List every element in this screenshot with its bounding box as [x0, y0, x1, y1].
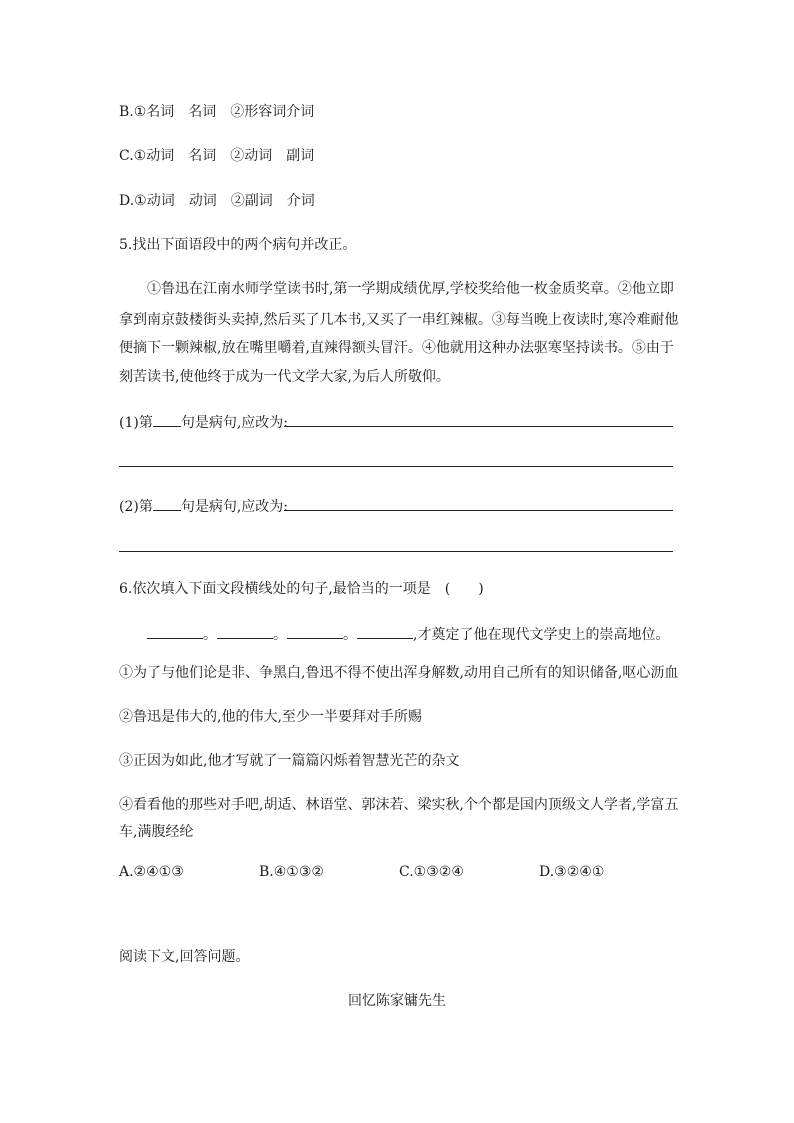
q5-item-2 — [119, 495, 288, 517]
q5-item-2-answer-line-2[interactable] — [119, 551, 673, 552]
q6-title: 6.依次填入下面文段横线处的句子,最恰当的一项是 ( ) — [119, 581, 484, 597]
q5-item-2-answer-line[interactable] — [284, 510, 673, 511]
q5-item-1 — [119, 411, 288, 433]
q6-tail: ,才奠定了他在现代文学史上的崇高地位。 — [413, 627, 670, 643]
q6-blank-4[interactable] — [357, 623, 413, 639]
q6-sentence-3: ③正因为如此,他才写就了一篇篇闪烁着智慧光芒的杂文 — [119, 753, 460, 769]
article-title: 回忆陈家镛先生 — [348, 993, 446, 1009]
q6-sep-1: 。 — [203, 627, 217, 643]
q4-option-b: B.①名词 名词 ②形容词介词 — [119, 104, 315, 120]
q4-option-d: D.①动词 动词 ②副词 介词 — [119, 193, 315, 209]
q5-item-2-prefix: (2)第 — [119, 499, 153, 515]
q6-sentence-4-cont: 车,满腹经纶 — [119, 824, 194, 840]
q6-fill-line — [147, 623, 669, 645]
q5-passage-line: 拿到南京鼓楼街头卖掉,然后买了几本书,又买了一串红辣椒。③每当晚上夜读时,寒冷难耐他 — [119, 312, 679, 328]
q6-sentence-4: ④看看他的那些对手吧,胡适、林语堂、郭沫若、梁实秋,个个都是国内顶级文人学者,学富五 — [119, 797, 679, 813]
q5-item-1-mid: 句是病句,应改为: — [180, 415, 289, 431]
q6-option-b[interactable]: B.④①③② — [259, 864, 324, 880]
q5-item-1-answer-line[interactable] — [284, 426, 673, 427]
q5-item-1-answer-line-2[interactable] — [119, 466, 673, 467]
q5-item-1-number-blank[interactable] — [153, 411, 181, 427]
q6-option-a[interactable]: A.②④①③ — [119, 864, 184, 880]
q6-option-c[interactable]: C.①③②④ — [399, 864, 464, 880]
q6-blank-1[interactable] — [147, 623, 203, 639]
q6-sentence-1: ①为了与他们论是非、争黑白,鲁迅不得不使出浑身解数,动用自己所有的知识储备,呕心沥血 — [119, 665, 679, 681]
reading-instruction: 阅读下文,回答问题。 — [119, 949, 250, 965]
q4-option-c: C.①动词 名词 ②动词 副词 — [119, 148, 315, 164]
q5-passage-line: ①鲁迅在江南水师学堂读书时,第一学期成绩优厚,学校奖给他一枚金质奖章。②他立即 — [147, 281, 674, 297]
q6-sep-2: 。 — [273, 627, 287, 643]
q6-blank-3[interactable] — [287, 623, 343, 639]
q5-passage-line: 便摘下一颗辣椒,放在嘴里嚼着,直辣得额头冒汗。④他就用这种办法驱寒坚持读书。⑤由于 — [119, 340, 674, 356]
q5-item-1-prefix: (1)第 — [119, 415, 153, 431]
q6-blank-2[interactable] — [217, 623, 273, 639]
q5-passage-line: 刻苦读书,使他终于成为一代文学大家,为后人所敬仰。 — [119, 369, 450, 385]
q6-option-d[interactable]: D.③②④① — [539, 864, 605, 880]
q5-item-2-number-blank[interactable] — [153, 495, 181, 511]
q5-item-2-mid: 句是病句,应改为: — [180, 499, 289, 515]
q5-title: 5.找出下面语段中的两个病句并改正。 — [119, 237, 357, 253]
q6-sep-3: 。 — [343, 627, 357, 643]
q6-sentence-2: ②鲁迅是伟大的,他的伟大,至少一半要拜对手所赐 — [119, 709, 422, 725]
